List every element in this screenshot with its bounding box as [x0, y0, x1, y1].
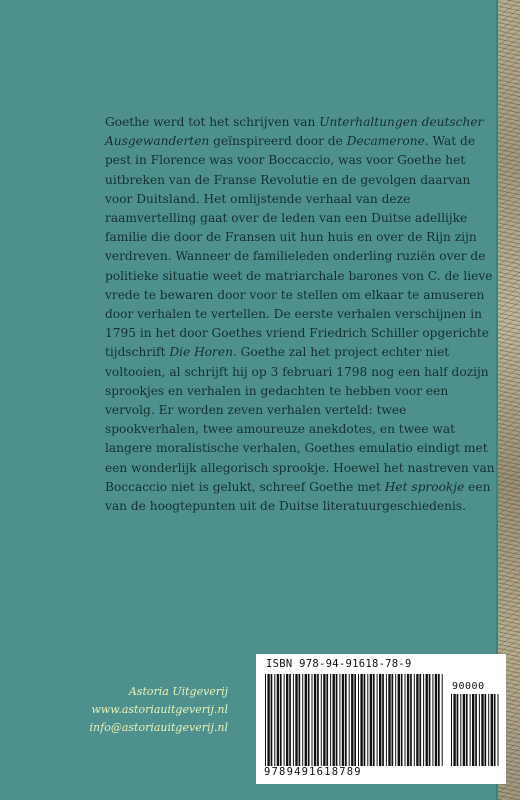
barcode-bar — [351, 674, 353, 766]
barcode-bar — [267, 674, 269, 766]
isbn-barcode — [256, 654, 506, 784]
barcode-bar — [491, 694, 493, 766]
blurb-text-3: Wat de pest in Florence was voor Boccaccio, was voor Goethe het uitbreken van de Franse Revolutie en de gevolgen daarvan voor Duitsland. Het omlijstende verhaal van deze raamvertelling gaat over de leden van een Duitse adellijke familie die door de Fransen uit hun huis en over de Rijn zijn verdreven. Wanneer de familieleden onderling ruziën over de politieke situatie weet de matriarchale barones von C. de lieve vrede te bewaren door voor te stellen om elkaar te amuseren door verhalen te vertellen. De eerste verhalen verschijnen in 1795 in het door Goethes vriend Friedrich Schiller opgerichte tijdschrift — [105, 134, 493, 360]
blurb-text-2: geïnspireerd door de — [209, 134, 347, 149]
barcode-bar — [401, 674, 403, 766]
barcode-bar — [466, 694, 468, 766]
barcode-bar — [432, 674, 433, 766]
barcode-bar — [392, 674, 394, 766]
barcode-bar — [472, 694, 474, 766]
barcode-bar — [460, 694, 461, 766]
barcode-bar — [305, 674, 307, 766]
barcode-bar — [345, 674, 347, 766]
barcode-bar — [470, 694, 471, 766]
barcode-bar — [370, 674, 372, 766]
barcode-bar — [457, 694, 459, 766]
barcode-bar — [293, 674, 294, 766]
barcode-bar — [481, 694, 483, 766]
barcode-bar — [364, 674, 366, 766]
barcode-bar — [349, 674, 350, 766]
barcode-bar — [321, 674, 322, 766]
barcode-bar — [336, 674, 338, 766]
barcode-bar — [354, 674, 356, 766]
barcode-bar — [438, 674, 440, 766]
barcode-bar — [358, 674, 359, 766]
blurb-title-die-horen: Die Horen. — [169, 345, 237, 360]
barcode-bar — [280, 674, 282, 766]
barcode-bar — [342, 674, 344, 766]
barcode-bar — [326, 674, 328, 766]
barcode-bar — [453, 694, 455, 766]
publisher-website: www.astoriauitgeverij.nl — [91, 703, 228, 716]
barcode-bar — [265, 674, 266, 766]
barcode-addon-bars — [450, 694, 500, 766]
barcode-bar — [323, 674, 325, 766]
barcode-bar — [330, 674, 331, 766]
barcode-bar — [271, 674, 273, 766]
barcode-bar — [386, 674, 387, 766]
barcode-bar — [379, 674, 381, 766]
barcode-bar — [407, 674, 409, 766]
barcode-bar — [373, 674, 375, 766]
barcode-bar — [442, 674, 443, 766]
barcode-bar — [360, 674, 362, 766]
publisher-email: info@astoriauitgeverij.nl — [89, 721, 228, 734]
barcode-bar — [414, 674, 415, 766]
barcode-bar — [423, 674, 424, 766]
blurb-text-4: Goethe zal het project echter niet voltooien, al schrijft hij op 3 februari 1798 nog een half dozijn sprookjes en verhalen in gedachten te hebben voor een vervolg. Er worden zeven verhalen verteld: twee spookverhalen, twee amoureuze anekdotes, en twee wat langere moralistische verhalen, Goethes emulatio eindigt met een wonderlijk allegorisch sprookje. Hoewel het nastreven van Boccaccio niet is gelukt, schreef Goethe met — [105, 345, 495, 494]
barcode-bar — [419, 674, 421, 766]
barcode-bar — [339, 674, 340, 766]
barcode-bar — [274, 674, 275, 766]
barcode-bar — [388, 674, 390, 766]
barcode-main-bars — [264, 674, 444, 766]
barcode-bar — [333, 674, 335, 766]
barcode-bar — [498, 694, 499, 766]
barcode-bar — [289, 674, 291, 766]
barcode-bar — [302, 674, 303, 766]
isbn-label: ISBN 978-94-91618-78-9 — [266, 658, 412, 670]
publisher-name: Astoria Uitgeverij — [128, 685, 228, 698]
barcode-bar — [463, 694, 465, 766]
barcode-bar — [312, 674, 313, 766]
barcode-bar — [479, 694, 480, 766]
barcode-bar — [405, 674, 406, 766]
blurb-title-het-sprookje: Het sprookje — [384, 479, 465, 494]
barcode-bar — [284, 674, 285, 766]
barcode-bar — [475, 694, 477, 766]
barcode-bar — [494, 694, 496, 766]
barcode-bar — [485, 694, 487, 766]
barcode-bar — [398, 674, 400, 766]
barcode-bar — [314, 674, 316, 766]
blurb-text-5: een van de hoogtepunten uit de Duitse literatuurgeschiedenis. — [105, 479, 491, 514]
barcode-bar — [429, 674, 431, 766]
barcode-bar — [416, 674, 418, 766]
barcode-bar — [435, 674, 437, 766]
barcode-bar — [410, 674, 412, 766]
barcode-bar — [308, 674, 310, 766]
blurb-title-unterhaltungen: Unterhaltungen deutscher Ausgewanderten — [105, 115, 484, 149]
barcode-bar — [299, 674, 301, 766]
barcode-bar — [488, 694, 489, 766]
barcode-digits: 9789491618789 — [264, 766, 362, 778]
barcode-bar — [382, 674, 384, 766]
barcode-bar — [317, 674, 319, 766]
blurb-text-1: Goethe werd tot het schrijven van — [105, 115, 320, 129]
barcode-bar — [395, 674, 396, 766]
barcode-addon-number: 90000 — [452, 681, 485, 692]
barcode-bar — [426, 674, 428, 766]
barcode-bar — [277, 674, 279, 766]
barcode-bar — [286, 674, 288, 766]
barcode-bar — [451, 694, 452, 766]
barcode-bar — [295, 674, 297, 766]
barcode-bar — [367, 674, 368, 766]
blurb-title-decamerone: Decamerone. — [346, 134, 429, 149]
barcode-bar — [377, 674, 378, 766]
blurb-paragraph — [105, 113, 497, 516]
publisher-block — [90, 683, 228, 737]
